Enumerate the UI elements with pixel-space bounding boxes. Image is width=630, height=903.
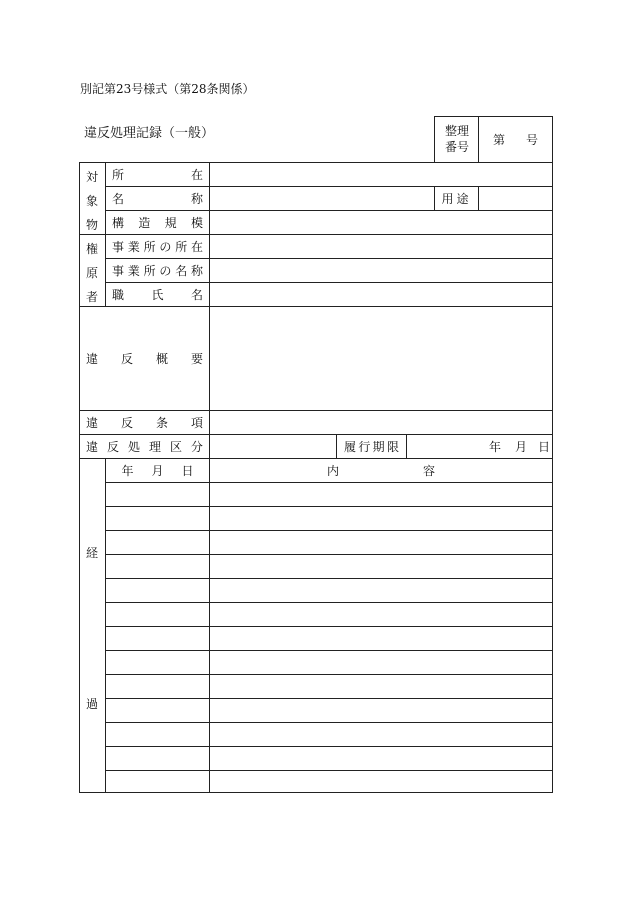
history-content-cell[interactable] [210, 675, 552, 698]
violation-clause-field[interactable] [210, 411, 552, 434]
history-content-cell[interactable] [210, 699, 552, 722]
history-date-cell[interactable] [106, 723, 209, 746]
history-content-cell[interactable] [210, 531, 552, 554]
seiri-bango-label: 整理 番号 [444, 124, 469, 154]
history-content-cell[interactable] [210, 627, 552, 650]
history-date-cell[interactable] [106, 771, 209, 792]
history-date-cell[interactable] [106, 555, 209, 578]
authority-group-char: 原 [85, 266, 98, 280]
history-date-cell[interactable] [106, 627, 209, 650]
history-date-cell[interactable] [106, 651, 209, 674]
history-group-char: 経 [85, 546, 98, 560]
form-caption: 別記第23号様式（第28条関係） [80, 82, 255, 96]
office-name-field[interactable] [210, 259, 552, 282]
history-date-cell[interactable] [106, 747, 209, 770]
history-date-cell[interactable] [106, 675, 209, 698]
label-deadline: 履 行 期 限 [344, 439, 399, 454]
form-title: 違反処理記録（一般） [84, 126, 215, 141]
history-content-cell[interactable] [210, 579, 552, 602]
object-group-char: 物 [85, 218, 98, 232]
handling-category-field[interactable] [210, 435, 336, 458]
label-handling-category: 違 反 処 理 区 分 [86, 439, 203, 454]
label-violation-clause: 違 反 条 項 [86, 415, 203, 430]
history-content-cell[interactable] [210, 603, 552, 626]
history-date-cell[interactable] [106, 699, 209, 722]
history-content-cell[interactable] [210, 747, 552, 770]
number-field[interactable] [479, 117, 552, 162]
label-office-location: 事 業 所 の 所 在 [112, 239, 203, 254]
label-youto: 用途 [441, 191, 472, 206]
history-content-cell[interactable] [210, 555, 552, 578]
structure-scale-field[interactable] [210, 211, 552, 234]
title-name-field[interactable] [210, 283, 552, 306]
history-date-cell[interactable] [106, 483, 209, 506]
history-date-cell[interactable] [106, 603, 209, 626]
deadline-date-field[interactable] [407, 435, 552, 458]
history-content-cell[interactable] [210, 651, 552, 674]
history-group-char: 過 [85, 697, 98, 711]
history-content-cell[interactable] [210, 507, 552, 530]
deadline-tsuki: 月 [515, 439, 528, 454]
history-content-header: 内 容 [326, 463, 436, 478]
label-violation-summary: 違 反 概 要 [86, 351, 203, 366]
history-content-cell[interactable] [210, 771, 552, 792]
deadline-nen: 年 [489, 439, 502, 454]
label-title-name: 職 氏 名 [112, 287, 203, 302]
number-go: 号 [525, 132, 538, 147]
label-location: 所 在 [112, 167, 203, 182]
number-dai: 第 [493, 132, 506, 147]
label-office-name: 事 業 所 の 名 称 [112, 263, 203, 278]
office-location-field[interactable] [210, 235, 552, 258]
label-structure-scale: 構 造 規 模 [112, 215, 203, 230]
location-field[interactable] [210, 163, 552, 186]
object-group-char: 象 [85, 194, 98, 208]
history-date-cell[interactable] [106, 507, 209, 530]
name-field[interactable] [210, 187, 434, 210]
violation-summary-field[interactable] [210, 307, 552, 410]
history-date-cell[interactable] [106, 579, 209, 602]
youto-field[interactable] [479, 187, 552, 210]
label-name: 名 称 [112, 191, 203, 206]
history-date-header: 年 月 日 [121, 463, 194, 478]
history-content-cell[interactable] [210, 483, 552, 506]
authority-group-char: 権 [85, 242, 98, 256]
authority-group-char: 者 [85, 290, 98, 304]
object-group-char: 対 [85, 170, 98, 184]
history-date-cell[interactable] [106, 531, 209, 554]
history-content-cell[interactable] [210, 723, 552, 746]
deadline-hi: 日 [538, 439, 551, 454]
